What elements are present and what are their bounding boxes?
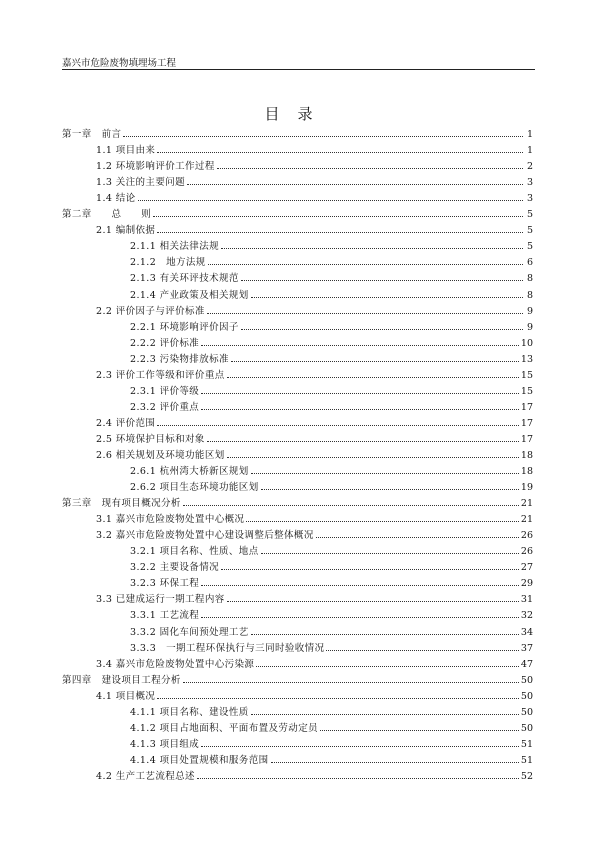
toc-entry[interactable] [62, 301, 533, 317]
toc-entry[interactable] [62, 172, 533, 188]
toc-entry[interactable] [62, 124, 533, 140]
dot-leader [241, 329, 523, 330]
dot-leader [123, 136, 523, 137]
dot-leader [157, 698, 519, 699]
toc-entry[interactable] [62, 573, 533, 589]
toc-entry[interactable] [62, 621, 533, 637]
dot-leader [217, 168, 523, 169]
dot-leader [221, 248, 523, 249]
toc-entry-page: 26 [520, 546, 533, 558]
toc-entry[interactable] [62, 397, 533, 413]
toc-entry-label: 2.1 编制依据 [96, 225, 156, 237]
toc-entry-label: 2.6.1 杭州湾大桥新区规划 [130, 466, 249, 478]
dot-leader [251, 714, 519, 715]
toc-entry[interactable] [62, 461, 533, 477]
toc-entry-page: 29 [520, 578, 533, 590]
toc-entry[interactable] [62, 252, 533, 268]
toc-title: 目录 [264, 105, 331, 123]
toc-entry-label: 4.2 生产工艺流程总述 [96, 770, 195, 782]
toc-entry-label: 2.2.2 评价标准 [130, 337, 200, 349]
toc-entry[interactable] [62, 445, 533, 461]
toc-entry-page: 18 [520, 466, 533, 478]
dot-leader [227, 457, 519, 458]
toc-entry-page: 10 [520, 337, 533, 349]
dot-leader [153, 216, 523, 217]
toc-entry-page: 15 [520, 369, 533, 381]
dot-leader [197, 778, 519, 779]
toc-entry-page: 27 [520, 562, 533, 574]
toc-entry[interactable] [62, 493, 533, 509]
toc-entry[interactable] [62, 525, 533, 541]
toc-entry-page: 32 [520, 610, 533, 622]
dot-leader [201, 345, 519, 346]
toc-entry-label: 2.1.1 相关法律法规 [130, 241, 219, 253]
toc-entry[interactable] [62, 686, 533, 702]
toc-entry-page: 5 [526, 225, 533, 237]
toc-entry[interactable] [62, 268, 533, 284]
dot-leader [183, 505, 519, 506]
dot-leader [227, 601, 519, 602]
dot-leader [201, 409, 519, 410]
dot-leader [261, 489, 519, 490]
toc-entry-page: 3 [526, 193, 533, 205]
toc-entry-label: 2.6 相关规划及环境功能区划 [96, 449, 225, 461]
toc-entry-label: 第一章 前言 [62, 129, 122, 141]
toc-entry-page: 31 [520, 594, 533, 606]
dot-leader [201, 585, 519, 586]
toc-entry-label: 2.6.2 项目生态环境功能区划 [130, 482, 259, 494]
toc-entry[interactable] [62, 317, 533, 333]
dot-leader [316, 537, 519, 538]
toc-entry-label: 3.3.1 工艺流程 [130, 610, 200, 622]
toc-entry-label: 2.2.1 环境影响评价因子 [130, 321, 239, 333]
toc-entry[interactable] [62, 702, 533, 718]
toc-entry-label: 2.2.3 污染物排放标准 [130, 353, 229, 365]
dot-leader [326, 650, 518, 651]
toc-entry-label: 3.3.3 一期工程环保执行与三同时验收情况 [130, 642, 325, 654]
toc-entry-page: 5 [526, 241, 533, 253]
toc-entry-page: 6 [526, 257, 533, 269]
toc-entry-page: 9 [526, 321, 533, 333]
toc-entry-label: 第四章 建设项目工程分析 [62, 674, 181, 686]
toc-entry[interactable] [62, 750, 533, 766]
dot-leader [256, 666, 519, 667]
toc-entry-label: 4.1.3 项目组成 [130, 738, 200, 750]
toc-entry[interactable] [62, 140, 533, 156]
dot-leader [241, 280, 523, 281]
toc-entry[interactable] [62, 381, 533, 397]
toc-entry-page: 17 [520, 433, 533, 445]
toc-entry-page: 19 [520, 482, 533, 494]
toc-entry-page: 50 [520, 706, 533, 718]
toc-entry-label: 第二章 总 则 [62, 209, 152, 221]
toc-entry-page: 13 [520, 353, 533, 365]
dot-leader [261, 553, 519, 554]
toc-entry[interactable] [62, 220, 533, 236]
dot-leader [251, 473, 519, 474]
toc-entry-label: 1.1 项目由来 [96, 145, 156, 157]
toc-entry-page: 51 [520, 754, 533, 766]
dot-leader [246, 521, 518, 522]
table-of-contents [62, 124, 533, 782]
toc-entry[interactable] [62, 156, 533, 172]
dot-leader [207, 441, 519, 442]
toc-entry[interactable] [62, 589, 533, 605]
dot-leader [201, 746, 519, 747]
toc-entry-label: 3.3.2 固化车间预处理工艺 [130, 626, 249, 638]
toc-entry-label: 3.1 嘉兴市危险废物处置中心概况 [96, 514, 245, 526]
toc-entry-label: 2.3 评价工作等级和评价重点 [96, 369, 225, 381]
toc-entry-page: 1 [526, 129, 533, 141]
toc-entry-page: 50 [520, 690, 533, 702]
toc-entry-page: 37 [520, 642, 533, 654]
dot-leader [157, 232, 523, 233]
dot-leader [138, 200, 523, 201]
toc-entry[interactable] [62, 734, 533, 750]
running-header: 嘉兴市危险废物填埋场工程 [62, 58, 177, 69]
toc-entry-label: 3.2 嘉兴市危险废物处置中心建设调整后整体概况 [96, 530, 314, 542]
toc-entry-label: 1.2 环境影响评价工作过程 [96, 161, 215, 173]
toc-entry[interactable] [62, 509, 533, 525]
dot-leader [320, 730, 519, 731]
toc-entry[interactable] [62, 670, 533, 686]
toc-entry[interactable] [62, 718, 533, 734]
toc-entry-page: 50 [520, 722, 533, 734]
toc-entry[interactable] [62, 349, 533, 365]
toc-entry-page: 17 [520, 417, 533, 429]
toc-entry[interactable] [62, 365, 533, 381]
toc-entry-page: 8 [526, 289, 533, 301]
toc-entry-label: 1.3 关注的主要问题 [96, 177, 186, 189]
toc-entry-page: 2 [526, 161, 533, 173]
dot-leader [227, 377, 519, 378]
toc-entry-label: 2.4 评价范围 [96, 417, 156, 429]
toc-entry-page: 21 [520, 514, 533, 526]
dot-leader [207, 313, 523, 314]
toc-entry-label: 2.2 评价因子与评价标准 [96, 305, 205, 317]
toc-entry-label: 2.1.2 地方法规 [130, 257, 206, 269]
toc-entry-label: 3.4 嘉兴市危险废物处置中心污染源 [96, 658, 255, 670]
toc-entry[interactable] [62, 204, 533, 220]
toc-entry-label: 第三章 现有项目概况分析 [62, 498, 181, 510]
header-rule [62, 69, 535, 70]
toc-entry-page: 5 [526, 209, 533, 221]
dot-leader [231, 361, 519, 362]
toc-entry-page: 17 [520, 401, 533, 413]
toc-entry-label: 3.2.2 主要设备情况 [130, 562, 219, 574]
toc-entry-page: 21 [520, 498, 533, 510]
toc-entry[interactable] [62, 654, 533, 670]
toc-entry-page: 15 [520, 385, 533, 397]
dot-leader [187, 184, 523, 185]
toc-entry-label: 2.3.2 评价重点 [130, 401, 200, 413]
toc-entry[interactable] [62, 557, 533, 573]
toc-entry-page: 51 [520, 738, 533, 750]
toc-entry-label: 2.1.3 有关环评技术规范 [130, 273, 239, 285]
toc-entry-label: 3.2.3 环保工程 [130, 578, 200, 590]
toc-entry-label: 4.1 项目概况 [96, 690, 156, 702]
toc-entry-label: 3.2.1 项目名称、性质、地点 [130, 546, 259, 558]
toc-entry[interactable] [62, 638, 533, 654]
toc-entry-page: 34 [520, 626, 533, 638]
dot-leader [271, 762, 519, 763]
toc-entry[interactable] [62, 236, 533, 252]
dot-leader [183, 682, 519, 683]
toc-entry[interactable] [62, 188, 533, 204]
dot-leader [157, 425, 519, 426]
dot-leader [201, 617, 519, 618]
dot-leader [221, 569, 519, 570]
toc-entry[interactable] [62, 541, 533, 557]
toc-entry-page: 26 [520, 530, 533, 542]
toc-entry[interactable] [62, 605, 533, 621]
toc-entry[interactable] [62, 413, 533, 429]
toc-entry-label: 2.3.1 评价等级 [130, 385, 200, 397]
toc-entry-page: 47 [520, 658, 533, 670]
toc-entry-label: 2.1.4 产业政策及相关规划 [130, 289, 249, 301]
toc-entry[interactable] [62, 333, 533, 349]
toc-entry-label: 1.4 结论 [96, 193, 136, 205]
toc-entry-page: 1 [526, 145, 533, 157]
toc-entry-page: 50 [520, 674, 533, 686]
dot-leader [157, 152, 523, 153]
toc-entry[interactable] [62, 766, 533, 782]
toc-entry-label: 4.1.4 项目处置规模和服务范围 [130, 754, 269, 766]
toc-entry-label: 3.3 已建成运行一期工程内容 [96, 594, 225, 606]
toc-entry-label: 4.1.2 项目占地面积、平面布置及劳动定员 [130, 722, 318, 734]
toc-entry-label: 4.1.1 项目名称、建设性质 [130, 706, 249, 718]
dot-leader [251, 634, 519, 635]
dot-leader [208, 264, 523, 265]
dot-leader [251, 297, 523, 298]
toc-entry-page: 9 [526, 305, 533, 317]
toc-entry[interactable] [62, 429, 533, 445]
toc-entry-page: 3 [526, 177, 533, 189]
toc-entry-label: 2.5 环境保护目标和对象 [96, 433, 205, 445]
toc-entry-page: 8 [526, 273, 533, 285]
toc-entry-page: 52 [520, 770, 533, 782]
dot-leader [201, 393, 519, 394]
toc-entry-page: 18 [520, 449, 533, 461]
toc-entry[interactable] [62, 477, 533, 493]
toc-entry[interactable] [62, 284, 533, 300]
